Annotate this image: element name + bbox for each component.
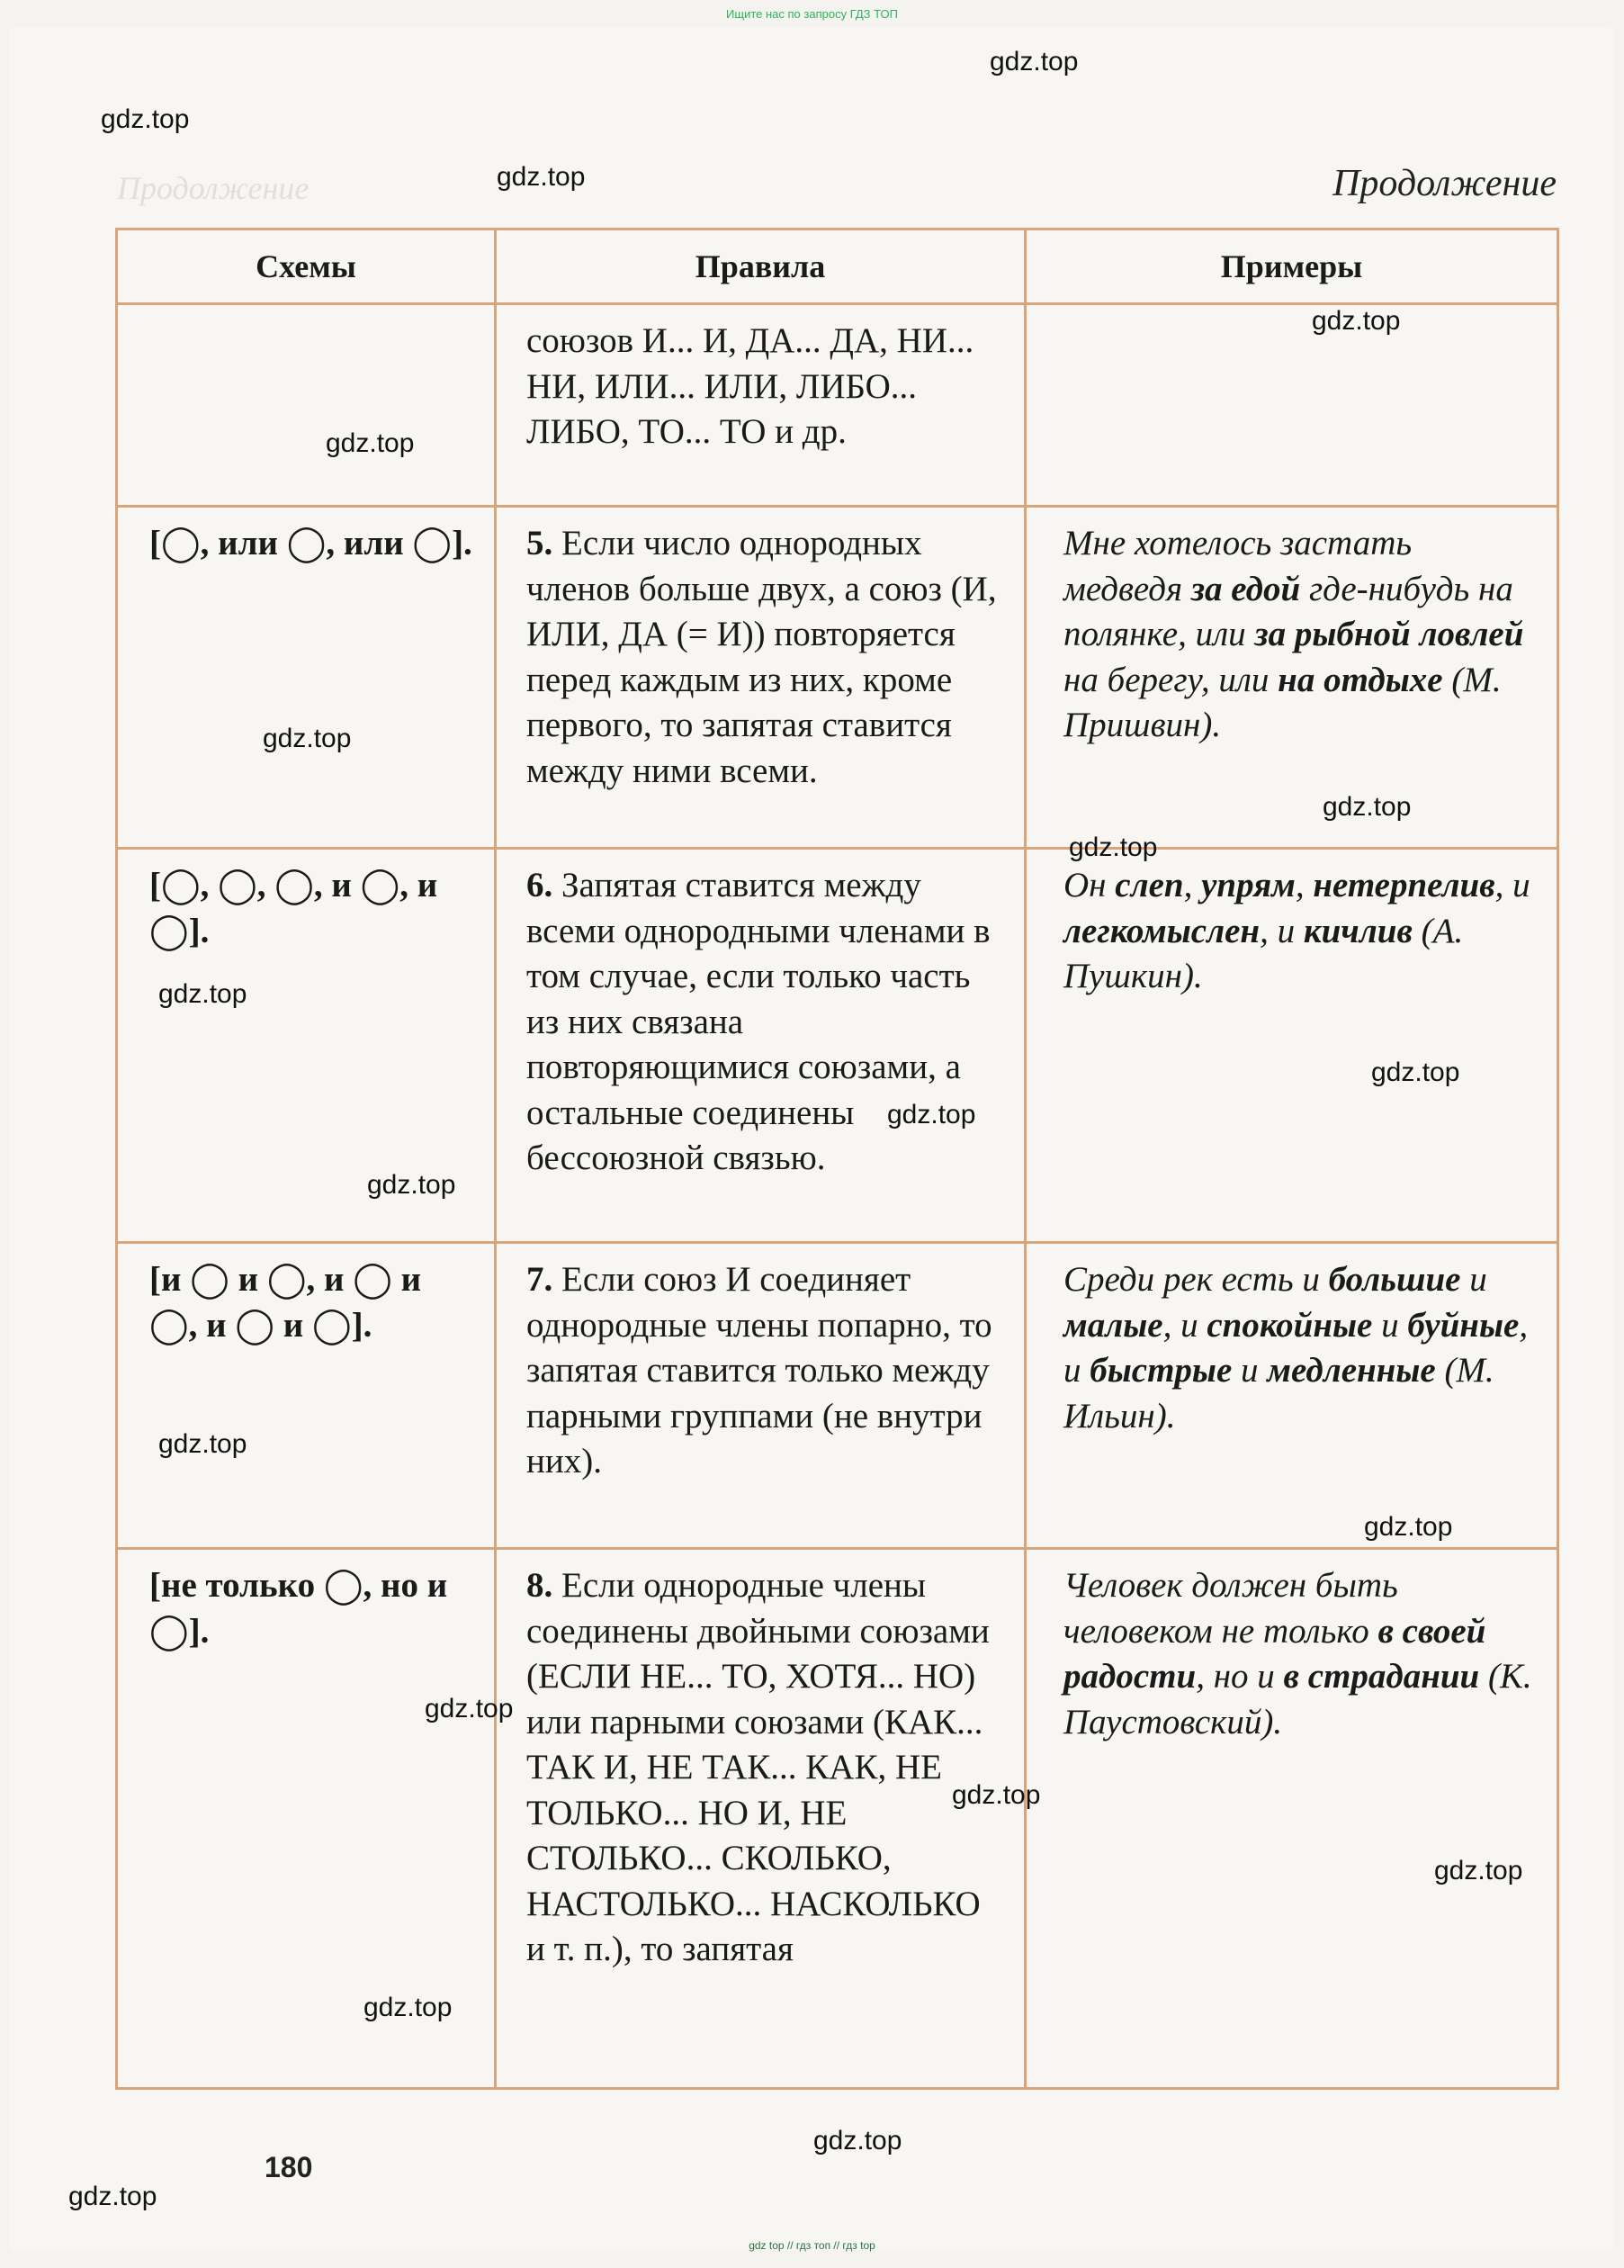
header-examples: Примеры [1026, 230, 1558, 304]
watermark: gdz.top [990, 47, 1079, 76]
top-banner[interactable]: Ищите нас по запросу ГДЗ ТОП [726, 7, 898, 21]
watermark: gdz.top [1312, 306, 1401, 336]
example-cell [1026, 304, 1558, 507]
rule-number: 5. [526, 524, 553, 562]
watermark: gdz.top [497, 162, 586, 192]
example-text: Мне хотелось застать медведя за едой где-нибудь на полянке, или за рыбной ловлей на берегу, или на отдыхе (М. Пришвин). [1063, 524, 1524, 744]
watermark: gdz.top [425, 1694, 514, 1724]
schema-cell [117, 1243, 496, 1549]
watermark: gdz.top [326, 428, 415, 458]
watermark: gdz.top [1371, 1058, 1460, 1087]
rule-cell [496, 304, 1026, 507]
page-number: 180 [265, 2151, 313, 2183]
rule-number: 8. [526, 1566, 553, 1605]
schema-text: [не только ◯, но и ◯]. [149, 1566, 448, 1651]
example-cell [1026, 1243, 1558, 1549]
rule-text: Если однородные члены соединены двойными союзами (ЕСЛИ НЕ... ТО, ХОТЯ... НО) или парными союзами (КАК... ТАК И, НЕ ТАК... КАК, НЕ ТОЛЬКО... НО И, НЕ СТОЛЬКО... СКОЛЬКО, НАСТОЛЬКО... НАСКОЛЬКО и т. п.), то запятая [526, 1566, 990, 1968]
table-row [117, 1549, 1558, 2089]
continuation-label: Продолжение [1332, 163, 1557, 204]
watermark: gdz.top [813, 2126, 902, 2156]
schema-cell [117, 304, 496, 507]
example-text: Он слеп, упрям, нетерпелив, и легкомыслен, и кичлив (А. Пушкин). [1063, 866, 1530, 995]
watermark: gdz.top [952, 1780, 1041, 1810]
watermark: gdz.top [1323, 792, 1412, 822]
table-row [117, 849, 1558, 1243]
rule-number: 6. [526, 866, 553, 904]
table-row [117, 1243, 1558, 1549]
schema-text: [и ◯ и ◯, и ◯ и ◯, и ◯ и ◯]. [149, 1260, 422, 1345]
example-cell [1026, 849, 1558, 1243]
rule-cell [496, 1549, 1026, 2089]
watermark: gdz.top [1434, 1856, 1523, 1886]
watermark: gdz.top [101, 104, 190, 134]
rule-cell [496, 507, 1026, 849]
header-schemes: Схемы [117, 230, 496, 304]
watermark: gdz.top [1364, 1512, 1453, 1542]
example-text: Среди рек есть и большие и малые, и спокойные и буйные, и быстрые и медленные (М. Ильин). [1063, 1260, 1529, 1436]
schema-text: [◯, или ◯, или ◯]. [149, 524, 472, 562]
header-rules: Правила [496, 230, 1026, 304]
watermark: gdz.top [887, 1100, 976, 1130]
example-cell [1026, 507, 1558, 849]
bottom-footer[interactable]: gdz top // гдз топ // гдз top [749, 2239, 875, 2252]
watermark: gdz.top [263, 724, 352, 753]
watermark: gdz.top [158, 1429, 247, 1459]
watermark: gdz.top [367, 1170, 456, 1200]
rule-number: 7. [526, 1260, 553, 1299]
example-text: Человек должен быть человеком не только в своей радости, но и в страдании (К. Паустовский). [1063, 1566, 1532, 1742]
rule-text: Запятая ставится между всеми однородными членами в том случае, если только часть из них связана повторяющимися союзами, а остальные соединены бессоюзной связью. [526, 866, 991, 1177]
rule-cell [496, 1243, 1026, 1549]
bleed-through-text: Продолжение [117, 170, 310, 206]
watermark: gdz.top [158, 979, 247, 1009]
watermark: gdz.top [363, 1993, 453, 2022]
schema-text: [◯, ◯, ◯, и ◯, и ◯]. [149, 866, 438, 950]
rule-text: союзов И... И, ДА... ДА, НИ... НИ, ИЛИ... ИЛИ, ЛИБО... ЛИБО, ТО... ТО и др. [526, 321, 974, 451]
rule-text: Если союз И соединяет однородные члены попарно, то запятая ставится только между парными группами (не внутри них). [526, 1260, 992, 1480]
example-cell [1026, 1549, 1558, 2089]
table-header-row [117, 230, 1558, 304]
watermark: gdz.top [1069, 832, 1158, 862]
rules-table [115, 228, 1559, 2090]
schema-cell [117, 507, 496, 849]
rule-text: Если число однородных членов больше двух, а союз (И, ИЛИ, ДА (= И)) повторяется перед каждым из них, кроме первого, то запятая ставится между ними всеми. [526, 524, 997, 790]
watermark: gdz.top [68, 2182, 157, 2211]
rule-cell [496, 849, 1026, 1243]
